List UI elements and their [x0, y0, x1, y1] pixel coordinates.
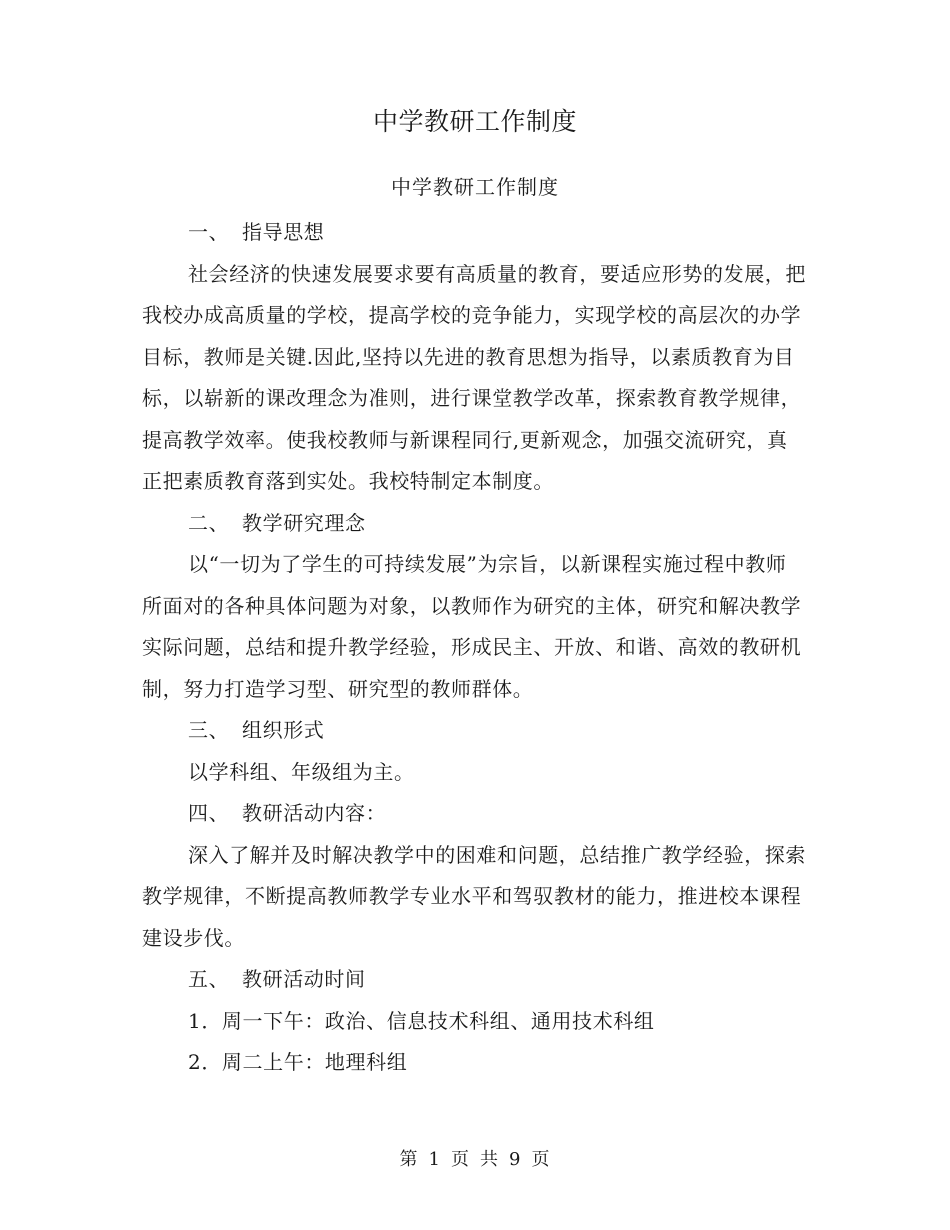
section-heading-text: 教研活动内容： [242, 801, 387, 825]
document-subtitle: 中学教研工作制度 [391, 175, 559, 199]
page-label: 第 [399, 1149, 419, 1170]
document-body [142, 212, 806, 1084]
document-title: 中学教研工作制度 [372, 107, 577, 136]
section-heading-1 [142, 212, 806, 254]
total-unit: 页 [531, 1149, 551, 1170]
section-number: 一、 [188, 220, 230, 244]
section-heading-4 [142, 793, 806, 835]
schedule-item: 2．周二上午：地理科组 [188, 1050, 408, 1074]
page-unit: 页 [451, 1149, 470, 1170]
page-footer [0, 1146, 950, 1174]
section-paragraph-1: 社会经济的快速发展要求要有高质量的教育，要适应形势的发展，把我校办成高质量的学校，提高学校的竞争能力，实现学校的高层次的办学目标，教师是关键.因此,坚持以先进的教育思想为指导，以素质教育为目标，以崭新的课改理念为准则，进行课堂教学改革，探索教育教学规律，提高教学效率。使我校教师与新课程同行,更新观念，加强交流研究，真正把素质教育落到实处。我校特制定本制度。 [142, 261, 806, 493]
section-heading-text: 指导思想 [242, 220, 325, 244]
page-current: 1 [428, 1149, 441, 1170]
section-heading-text: 教学研究理念 [242, 510, 366, 535]
section-heading-2 [142, 503, 806, 545]
section-number: 五、 [188, 967, 230, 991]
section-paragraph-3: 以学科组、年级组为主。 [188, 759, 415, 784]
section-paragraph-2: 以“一切为了学生的可持续发展”为宗旨，以新课程实施过程中教师所面对的各种具体问题为对象，以教师作为研究的主体，研究和解决教学实际问题，总结和提升教学经验，形成民主、开放、和谐、高效的教研机制，努力打造学习型、研究型的教师群体。 [142, 552, 802, 701]
page-total: 9 [509, 1149, 522, 1170]
schedule-item: 1．周一下午：政治、信息技术科组、通用技术科组 [188, 1008, 655, 1033]
section-heading-3 [142, 710, 806, 752]
section-heading-text: 组织形式 [242, 718, 325, 742]
total-label: 共 [480, 1149, 499, 1170]
section-number: 三、 [188, 718, 230, 742]
section-paragraph-4: 深入了解并及时解决教学中的困难和问题，总结推广教学经验，探索教学规律，不断提高教师教学专业水平和驾驭教材的能力，推进校本课程建设步伐。 [142, 842, 806, 950]
section-heading-5 [142, 959, 806, 1001]
section-number: 四、 [188, 801, 230, 825]
section-heading-text: 教研活动时间 [242, 967, 366, 991]
section-number: 二、 [188, 510, 230, 535]
